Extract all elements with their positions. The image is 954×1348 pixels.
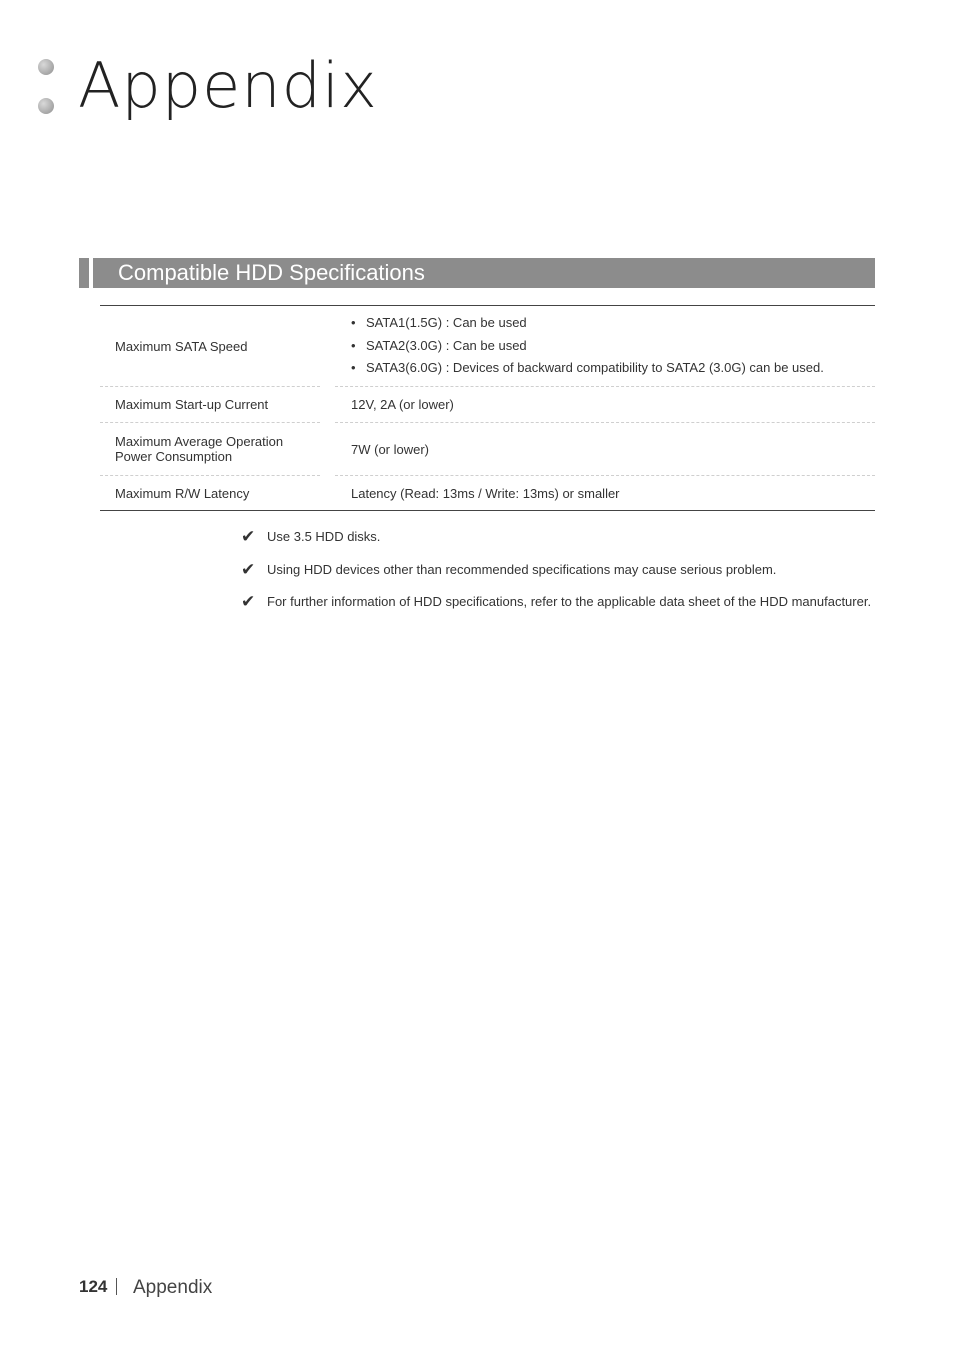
page-number: 124 (79, 1277, 108, 1296)
section-header (79, 258, 875, 288)
notes-list (241, 527, 871, 625)
note-item (241, 560, 871, 593)
bullet-icon: • (351, 315, 356, 331)
decorative-dot-icon (38, 98, 54, 114)
spec-label: Maximum R/W Latency (115, 485, 250, 501)
section-title: Compatible HDD Specifications (118, 260, 425, 285)
spec-value: 7W (or lower) (335, 423, 875, 476)
note-item (241, 592, 871, 625)
spec-label: Maximum SATA Speed (100, 306, 320, 387)
list-item: • SATA3(6.0G) : Devices of backward compatibility to SATA2 (3.0G) can be used. (351, 357, 875, 380)
spec-label: Maximum Average Operation Power Consumption (100, 423, 320, 476)
list-item: • SATA2(3.0G) : Can be used (351, 335, 875, 358)
note-item (241, 527, 871, 560)
hdd-spec-table (100, 305, 875, 511)
spec-value: 12V, 2A (or lower) (335, 387, 875, 423)
check-icon: ✔ (241, 592, 256, 611)
spec-value (335, 306, 875, 387)
page-title: Appendix (78, 49, 378, 122)
note-text: Use 3.5 HDD disks. (267, 529, 381, 544)
table-row (100, 387, 875, 423)
section-band (93, 258, 875, 288)
decorative-dot-icon (38, 59, 54, 75)
spec-label: Maximum Start-up Current (100, 387, 320, 423)
check-icon: ✔ (241, 559, 256, 579)
section-accent (79, 258, 89, 288)
spec-value: Latency (Read: 13ms / Write: 13ms) or smaller (351, 485, 620, 501)
table-row (100, 423, 875, 476)
bullet-icon: • (351, 337, 356, 353)
footer-section-label: Appendix (133, 1277, 213, 1298)
check-icon: ✔ (241, 527, 256, 546)
sata-speed-list (351, 312, 875, 380)
list-item: • SATA1(1.5G) : Can be used (351, 312, 875, 335)
note-text: For further information of HDD specifications, refer to the applicable data sheet of the HDD manufacturer. (267, 594, 872, 609)
bullet-icon: • (351, 360, 356, 376)
note-text: Using HDD devices other than recommended specifications may cause serious problem. (267, 561, 777, 577)
footer-divider (116, 1278, 117, 1295)
table-row (100, 476, 875, 510)
table-row (100, 306, 875, 387)
